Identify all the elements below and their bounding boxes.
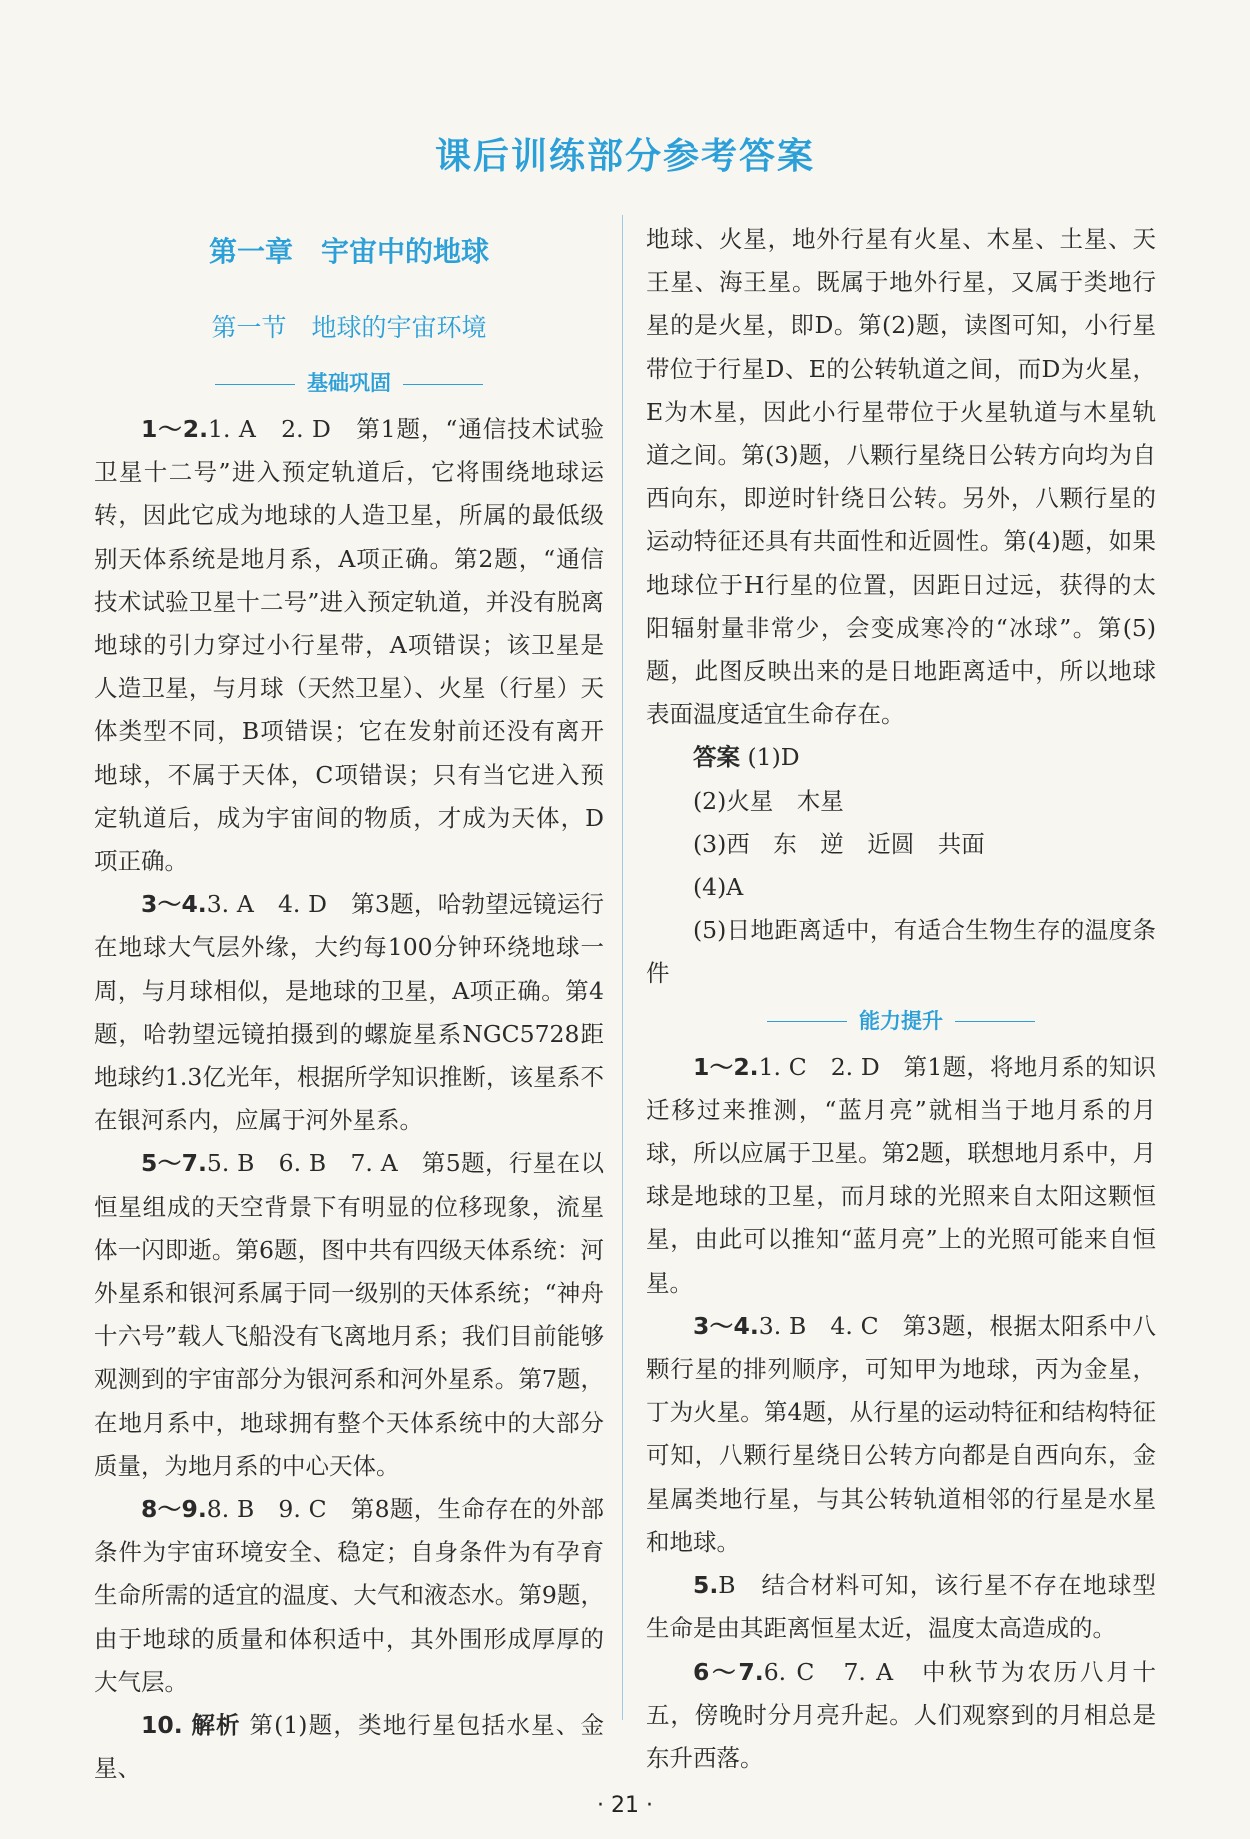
sub-header-ability xyxy=(646,1002,1156,1042)
sub-header-label: 能力提升 xyxy=(859,1009,943,1034)
section-title: 第一节 地球的宇宙环境 xyxy=(211,313,487,342)
right-column xyxy=(646,218,1156,1780)
header-rule-left xyxy=(767,1021,847,1022)
item-text: 1. A 2. D 第1题，“通信技术试验卫星十二号”进入预定轨道后，它将围绕地球运转，因此它成为地球的人造卫星，所属的最低级别天体系统是地月系，A项正确。第2题，“通信技术试验卫星十二号”进入预定轨道，并没有脱离地球的引力穿过小行星带，A项错误；该卫星是人造卫星，与月球（天然卫星）、火星（行星）天体类型不同，B项错误；它在发射前还没有离开地球，不属于天体，C项错误；只有当它进入预定轨道后，成为宇宙间的物质，才成为天体，D项正确。 xyxy=(94,415,604,876)
item-text: 8. B 9. C 第8题，生命存在的外部条件为宇宙环境安全、稳定；自身条件为有孕育生命所需的适宜的温度、大气和液态水。第9题，由于地球的质量和体积适中，其外围形成厚厚的大气层。 xyxy=(94,1495,605,1696)
answer-line: (2)火星 木星 xyxy=(693,786,844,815)
sub-header-basic xyxy=(94,364,604,404)
analysis-keyword: 解析 xyxy=(191,1711,241,1740)
item-text: 3. A 4. D 第3题，哈勃望远镜运行在地球大气层外缘，大约每100分钟环绕地球一周，与月球相似，是地球的卫星，A项正确。第4题，哈勃望远镜拍摄到的螺旋星系NGC5728距地球约1.3亿光年，根据所学知识推断，该星系不在银河系内，应属于河外星系。 xyxy=(94,890,605,1135)
item-number: 1～2. xyxy=(693,1052,759,1081)
answer-item xyxy=(94,1488,604,1704)
page-title: 课后训练部分参考答案 xyxy=(434,136,815,177)
item-number: 3～4. xyxy=(693,1311,759,1340)
answer-line: (4)A xyxy=(693,873,744,902)
item-text: 6. C 7. A 中秋节为农历八月十五，傍晚时分月亮升起。人们观察到的月相总是东升西落。 xyxy=(646,1657,1156,1772)
answer-item xyxy=(94,1142,604,1488)
item-text: 第(1)题，类地行星包括水星、金星、 xyxy=(94,1711,604,1783)
page-number: · 21 · xyxy=(597,1793,653,1818)
answer-text: (1)D xyxy=(747,743,800,772)
answer-item xyxy=(94,1704,604,1790)
item-text: 1. C 2. D 第1题，将地月系的知识迁移过来推测，“蓝月亮”就相当于地月系的月球，所以应属于卫星。第2题，联想地月系中，月球是地球的卫星，而月球的光照来自太阳这颗恒星，由此可以推知“蓝月亮”上的光照可能来自恒星。 xyxy=(646,1052,1156,1297)
left-column xyxy=(94,222,604,1791)
answer-keyword: 答案 xyxy=(693,743,740,772)
item-text: B 结合材料可知，该行星不存在地球型生命是由其距离恒星太近，温度太高造成的。 xyxy=(646,1571,1156,1643)
header-rule-right xyxy=(403,384,483,385)
item-text: 5. B 6. B 7. A 第5题，行星在以恒星组成的天空背景下有明显的位移现象，流星体一闪即逝。第6题，图中共有四级天体系统：河外星系和银河系属于同一级别的天体系统；“神舟十六号”载人飞船没有飞离地月系；我们目前能够观测到的宇宙部分为银河系和河外星系。第7题，在地月系中，地球拥有整个天体系统中的大部分质量，为地月系的中心天体。 xyxy=(94,1149,604,1480)
item-number: 8～9. xyxy=(141,1495,207,1524)
item-text: 3. B 4. C 第3题，根据太阳系中八颗行星的排列顺序，可知甲为地球，丙为金星，丁为火星。第4题，从行星的运动特征和结构特征可知，八颗行星绕日公转方向都是自西向东，金星属类地行星，与其公转轨道相邻的行星是水星和地球。 xyxy=(646,1311,1157,1556)
item-number: 1～2. xyxy=(141,415,208,443)
answer-line xyxy=(646,736,1156,779)
item-number: 6～7. xyxy=(693,1657,764,1686)
chapter-title: 第一章 宇宙中的地球 xyxy=(208,235,489,268)
item-number: 5～7. xyxy=(141,1149,207,1178)
header-rule-right xyxy=(955,1021,1035,1022)
item-number: 3～4. xyxy=(141,890,207,919)
column-divider xyxy=(622,215,623,1720)
item-number: 10. xyxy=(141,1711,183,1740)
answer-item xyxy=(646,1046,1156,1305)
item-number: 5. xyxy=(693,1571,719,1600)
answer-line: (5)日地距离适中，有适合生物生存的温度条件 xyxy=(646,916,1156,988)
answer-item xyxy=(646,1305,1156,1564)
sub-header-label: 基础巩固 xyxy=(307,371,391,396)
answer-item xyxy=(94,883,604,1142)
answer-item xyxy=(94,408,604,883)
continued-analysis: 地球、火星，地外行星有火星、木星、土星、天王星、海王星。既属于地外行星，又属于类地行星的是火星，即D。第(2)题，读图可知，小行星带位于行星D、E的公转轨道之间，而D为火星，E为木星，因此小行星带位于火星轨道与木星轨道之间。第(3)题，八颗行星绕日公转方向均为自西向东，即逆时针绕日公转。另外，八颗行星的运动特征还具有共面性和近圆性。第(4)题，如果地球位于H行星的位置，因距日过远，获得的太阳辐射量非常少，会变成寒冷的“冰球”。第(5)题，此图反映出来的是日地距离适中，所以地球表面温度适宜生命存在。 xyxy=(646,225,1156,729)
answer-line: (3)西 东 逆 近圆 共面 xyxy=(693,829,985,858)
answer-item xyxy=(646,1564,1156,1650)
header-rule-left xyxy=(215,384,295,385)
answer-item xyxy=(646,1651,1156,1781)
